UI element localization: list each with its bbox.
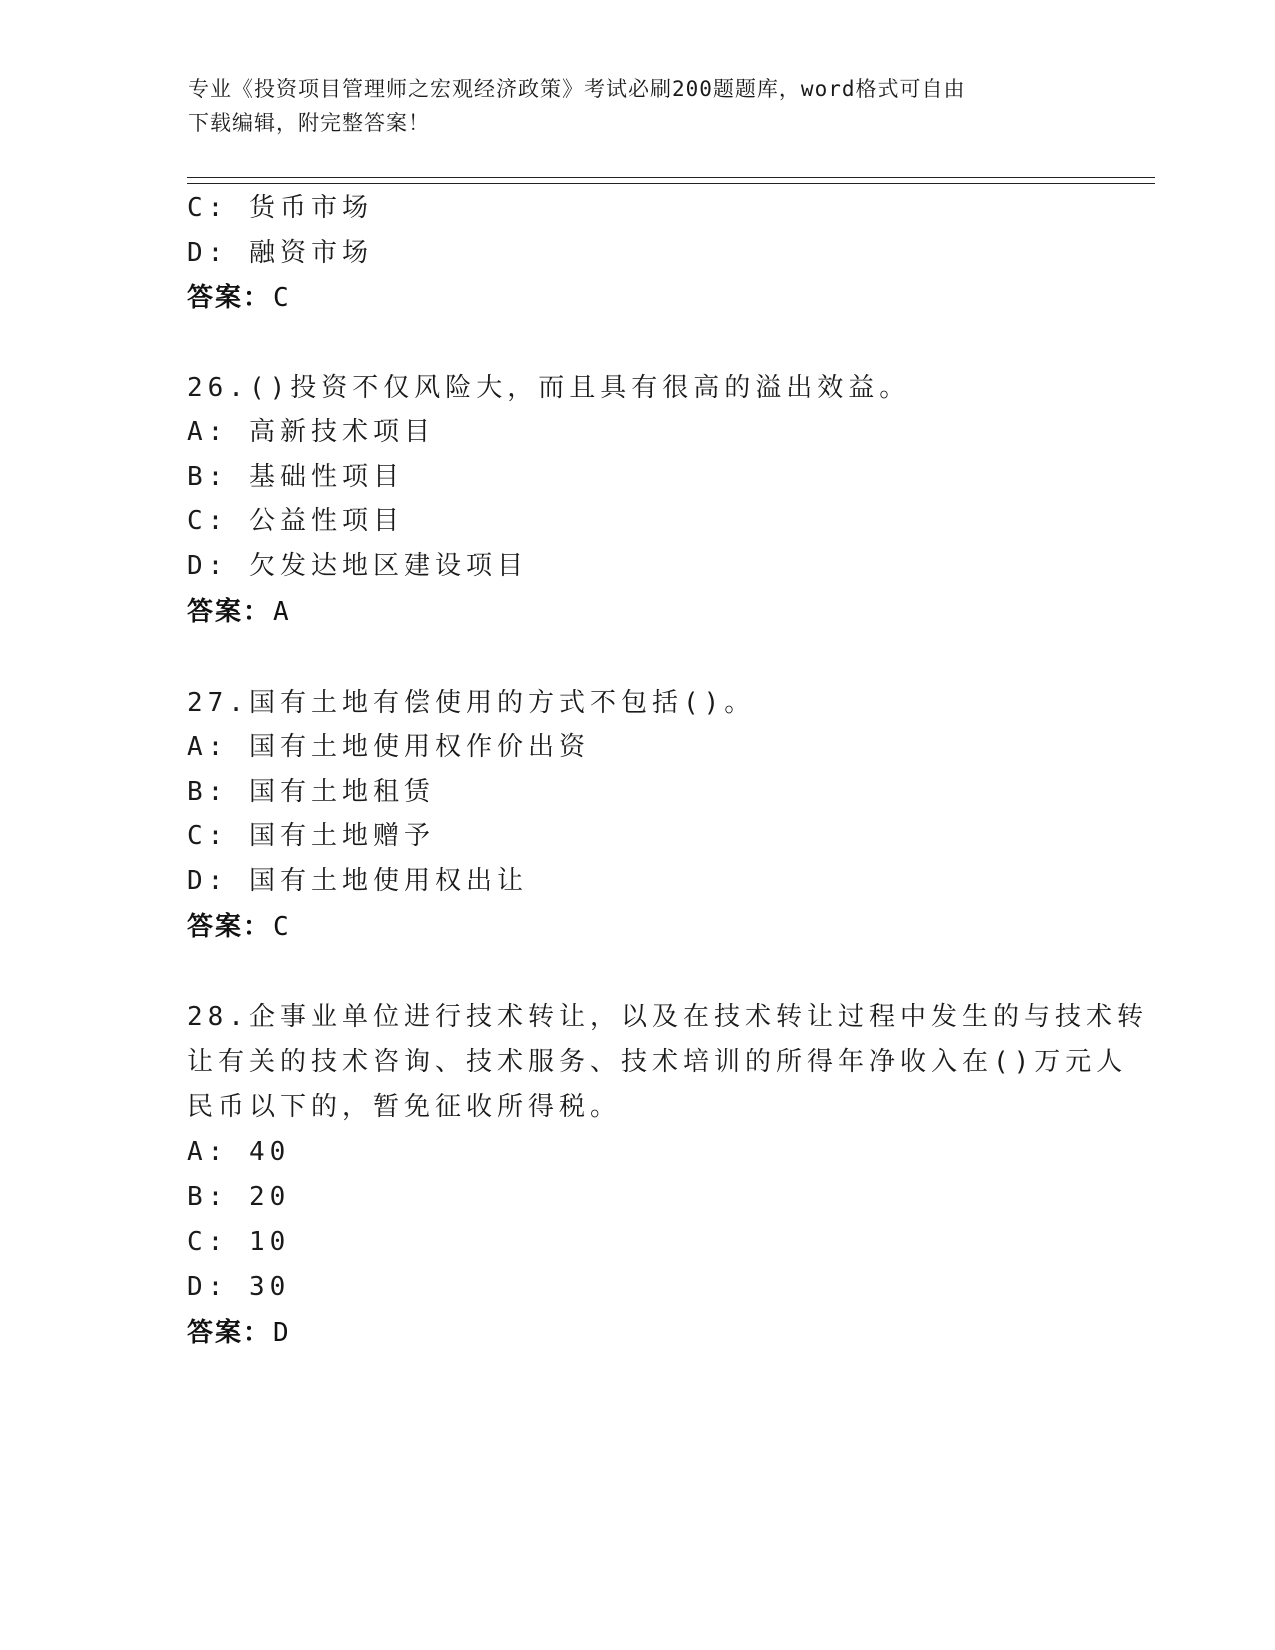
q28-option-b: B: 20 (187, 1182, 291, 1212)
q26-option-c: C: 公益性项目 (187, 506, 404, 536)
q27-option-a: A: 国有土地使用权作价出资 (187, 732, 590, 762)
q28-question-line-1: 28.企事业单位进行技术转让，以及在技术转让过程中发生的与技术转 (187, 1002, 1148, 1032)
answer-label: 答案： (187, 1318, 272, 1348)
q27-answer (187, 904, 289, 950)
header-line-1: 专业《投资项目管理师之宏观经济政策》考试必刷200题题库，word格式可自由 (188, 77, 966, 101)
q26-option-b: B: 基础性项目 (187, 462, 404, 492)
answer-label: 答案： (187, 283, 272, 313)
prev-answer (187, 275, 289, 321)
q26-option-d: D: 欠发达地区建设项目 (187, 551, 528, 581)
answer-value: A (273, 597, 289, 627)
prev-option-c: C: 货币市场 (187, 193, 373, 223)
header-rule-bottom (187, 183, 1155, 184)
answer-value: D (273, 1318, 289, 1348)
q27-question: 27.国有土地有偿使用的方式不包括()。 (187, 688, 756, 718)
q28-answer (187, 1310, 289, 1356)
prev-option-d: D: 融资市场 (187, 238, 373, 268)
q26-question: 26.()投资不仅风险大，而且具有很高的溢出效益。 (187, 373, 911, 403)
q28-question-line-3: 民币以下的，暂免征收所得税。 (187, 1092, 622, 1122)
q26-answer (187, 589, 289, 635)
header-rule-top (187, 177, 1155, 178)
q27-option-c: C: 国有土地赠予 (187, 821, 435, 851)
q28-question-line-2: 让有关的技术咨询、技术服务、技术培训的所得年净收入在()万元人 (187, 1047, 1128, 1077)
header-line-2: 下载编辑，附完整答案！ (188, 111, 430, 135)
answer-value: C (273, 283, 289, 313)
q28-option-d: D: 30 (187, 1272, 291, 1302)
answer-label: 答案： (187, 597, 272, 627)
answer-value: C (273, 912, 289, 942)
q27-option-d: D: 国有土地使用权出让 (187, 866, 528, 896)
q28-option-c: C: 10 (187, 1227, 291, 1257)
q27-option-b: B: 国有土地租赁 (187, 777, 435, 807)
q28-option-a: A: 40 (187, 1137, 291, 1167)
q26-option-a: A: 高新技术项目 (187, 417, 435, 447)
document-header (188, 72, 1088, 140)
answer-label: 答案： (187, 912, 272, 942)
